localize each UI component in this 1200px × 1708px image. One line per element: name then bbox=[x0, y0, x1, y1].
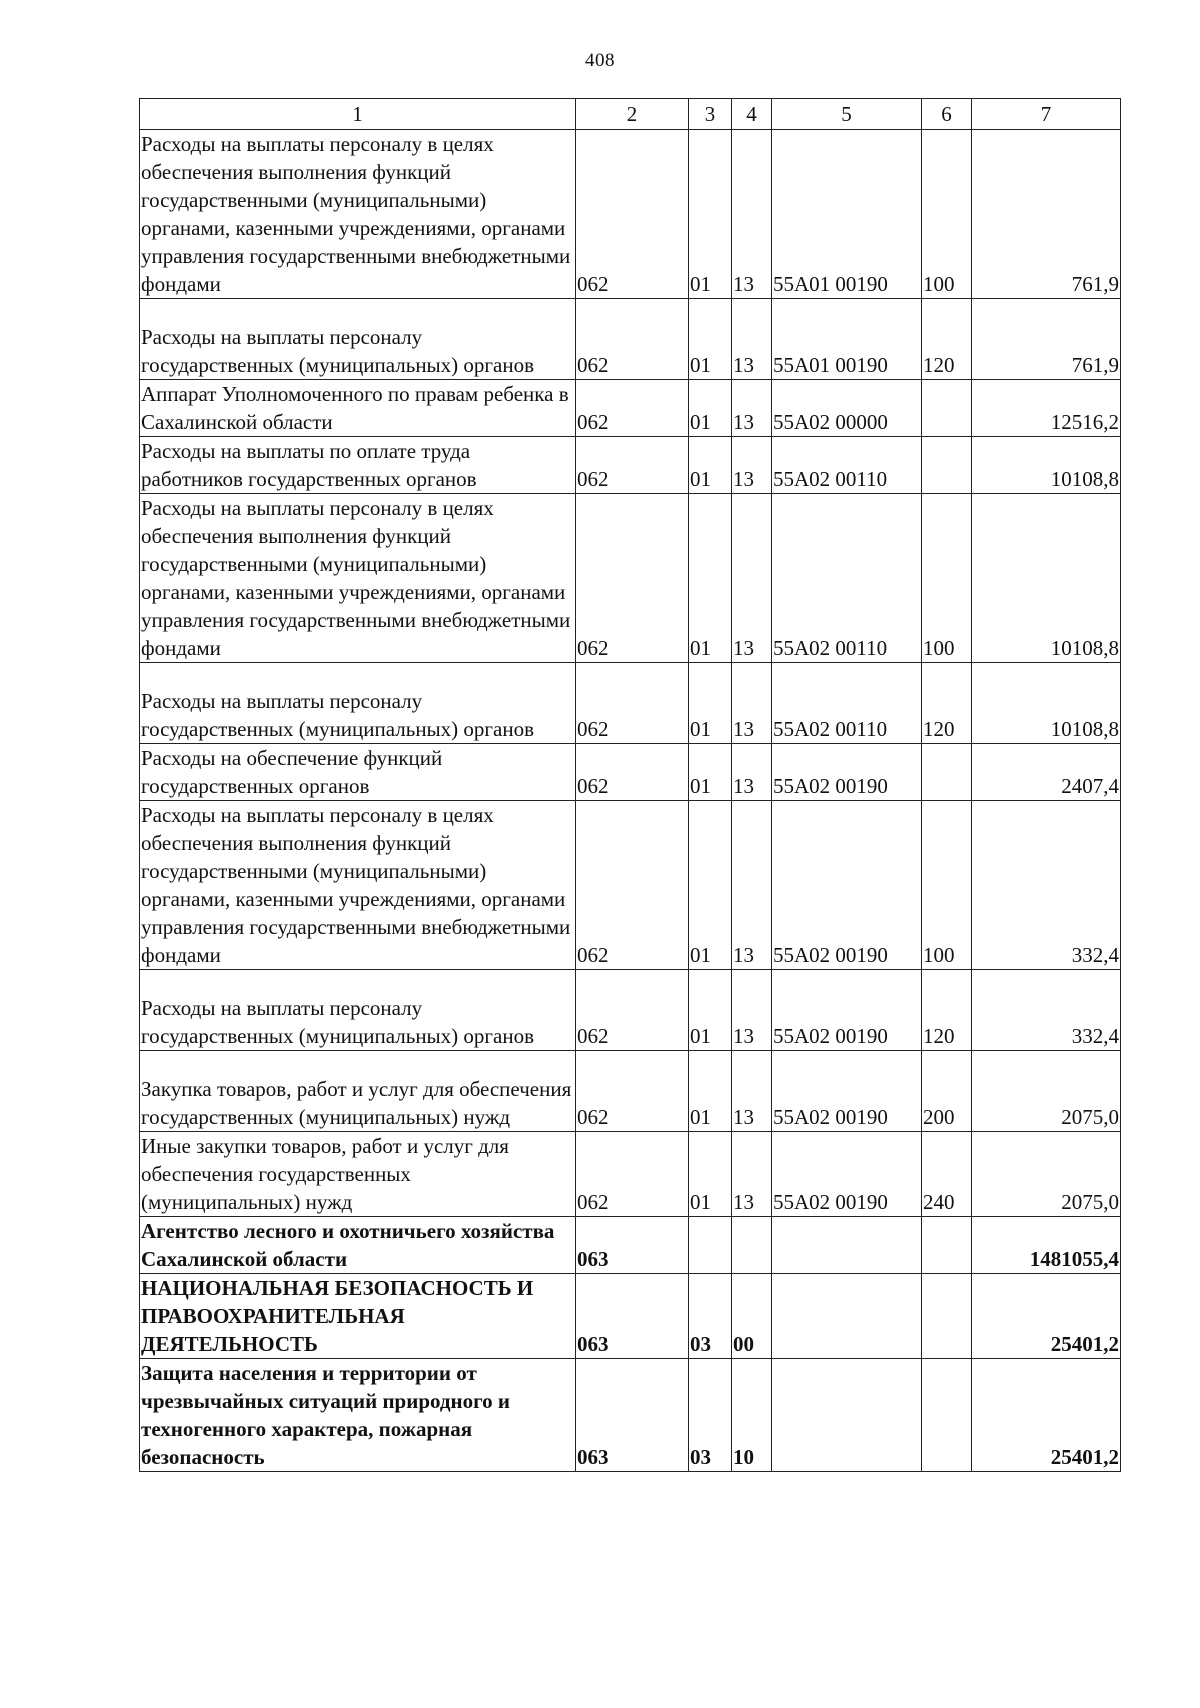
table-row bbox=[140, 970, 1121, 1051]
cell-admin-code: 063 bbox=[576, 1217, 689, 1274]
row-name: Расходы на обеспечение функций государственных органов bbox=[140, 744, 576, 801]
cell-target-article bbox=[772, 1217, 922, 1274]
cell-section: 01 bbox=[689, 130, 732, 299]
cell-target-article: 55А02 00190 bbox=[772, 970, 922, 1051]
row-name: Агентство лесного и охотничьего хозяйства Сахалинской области bbox=[140, 1217, 576, 1274]
cell-section: 01 bbox=[689, 437, 732, 494]
cell-expense-type: 120 bbox=[922, 663, 972, 744]
cell-subsection: 13 bbox=[732, 437, 772, 494]
cell-target-article: 55А01 00190 bbox=[772, 299, 922, 380]
cell-amount: 12516,2 bbox=[972, 380, 1121, 437]
header-col-7: 7 bbox=[972, 99, 1121, 130]
cell-subsection: 13 bbox=[732, 970, 772, 1051]
cell-admin-code: 062 bbox=[576, 663, 689, 744]
cell-subsection: 13 bbox=[732, 744, 772, 801]
table-row bbox=[140, 1274, 1121, 1359]
cell-amount: 10108,8 bbox=[972, 494, 1121, 663]
cell-target-article: 55А02 00110 bbox=[772, 494, 922, 663]
row-name: Расходы на выплаты персоналу в целях обеспечения выполнения функций государственными (муниципальными) органами, казенными учреждениями, органами управления государственными внебюджетными фондами bbox=[140, 130, 576, 299]
row-name: Аппарат Уполномоченного по правам ребенка в Сахалинской области bbox=[140, 380, 576, 437]
row-name: Закупка товаров, работ и услуг для обеспечения государственных (муниципальных) нужд bbox=[140, 1051, 576, 1132]
row-name: Расходы на выплаты по оплате труда работников государственных органов bbox=[140, 437, 576, 494]
cell-amount: 10108,8 bbox=[972, 663, 1121, 744]
cell-amount: 332,4 bbox=[972, 970, 1121, 1051]
cell-subsection: 13 bbox=[732, 801, 772, 970]
cell-section: 01 bbox=[689, 801, 732, 970]
cell-admin-code: 063 bbox=[576, 1274, 689, 1359]
cell-amount: 1481055,4 bbox=[972, 1217, 1121, 1274]
row-name: Расходы на выплаты персоналу государственных (муниципальных) органов bbox=[140, 299, 576, 380]
cell-admin-code: 062 bbox=[576, 380, 689, 437]
cell-target-article bbox=[772, 1359, 922, 1472]
cell-amount: 2407,4 bbox=[972, 744, 1121, 801]
table-row bbox=[140, 744, 1121, 801]
cell-target-article: 55А02 00110 bbox=[772, 663, 922, 744]
row-name: Расходы на выплаты персоналу государственных (муниципальных) органов bbox=[140, 663, 576, 744]
table-row bbox=[140, 130, 1121, 299]
cell-amount: 2075,0 bbox=[972, 1051, 1121, 1132]
cell-admin-code: 062 bbox=[576, 801, 689, 970]
cell-admin-code: 062 bbox=[576, 437, 689, 494]
cell-target-article: 55А02 00190 bbox=[772, 801, 922, 970]
cell-amount: 25401,2 bbox=[972, 1274, 1121, 1359]
cell-expense-type: 120 bbox=[922, 970, 972, 1051]
cell-amount: 761,9 bbox=[972, 299, 1121, 380]
cell-subsection bbox=[732, 1217, 772, 1274]
table-row bbox=[140, 801, 1121, 970]
cell-subsection: 13 bbox=[732, 130, 772, 299]
cell-expense-type: 240 bbox=[922, 1132, 972, 1217]
cell-section: 03 bbox=[689, 1274, 732, 1359]
cell-section: 03 bbox=[689, 1359, 732, 1472]
header-col-5: 5 bbox=[772, 99, 922, 130]
header-col-2: 2 bbox=[576, 99, 689, 130]
cell-section: 01 bbox=[689, 970, 732, 1051]
table-body bbox=[140, 130, 1121, 1472]
cell-section: 01 bbox=[689, 380, 732, 437]
cell-expense-type bbox=[922, 380, 972, 437]
row-name: Расходы на выплаты персоналу государственных (муниципальных) органов bbox=[140, 970, 576, 1051]
cell-expense-type: 100 bbox=[922, 494, 972, 663]
header-col-3: 3 bbox=[689, 99, 732, 130]
cell-subsection: 00 bbox=[732, 1274, 772, 1359]
header-col-4: 4 bbox=[732, 99, 772, 130]
cell-admin-code: 063 bbox=[576, 1359, 689, 1472]
cell-section bbox=[689, 1217, 732, 1274]
table-row bbox=[140, 1359, 1121, 1472]
table-row bbox=[140, 299, 1121, 380]
cell-subsection: 13 bbox=[732, 380, 772, 437]
header-col-1: 1 bbox=[140, 99, 576, 130]
cell-expense-type: 200 bbox=[922, 1051, 972, 1132]
row-name: Защита населения и территории от чрезвычайных ситуаций природного и техногенного характера, пожарная безопасность bbox=[140, 1359, 576, 1472]
header-row bbox=[140, 99, 1121, 130]
cell-subsection: 10 bbox=[732, 1359, 772, 1472]
cell-amount: 761,9 bbox=[972, 130, 1121, 299]
cell-expense-type bbox=[922, 1274, 972, 1359]
page-number: 408 bbox=[585, 50, 615, 71]
cell-target-article: 55А01 00190 bbox=[772, 130, 922, 299]
cell-section: 01 bbox=[689, 1132, 732, 1217]
cell-expense-type: 100 bbox=[922, 130, 972, 299]
table-row bbox=[140, 494, 1121, 663]
row-name: НАЦИОНАЛЬНАЯ БЕЗОПАСНОСТЬ И ПРАВООХРАНИТЕЛЬНАЯ ДЕЯТЕЛЬНОСТЬ bbox=[140, 1274, 576, 1359]
row-name: Иные закупки товаров, работ и услуг для обеспечения государственных (муниципальных) нужд bbox=[140, 1132, 576, 1217]
cell-subsection: 13 bbox=[732, 663, 772, 744]
cell-admin-code: 062 bbox=[576, 299, 689, 380]
cell-expense-type: 120 bbox=[922, 299, 972, 380]
cell-expense-type bbox=[922, 1217, 972, 1274]
cell-subsection: 13 bbox=[732, 494, 772, 663]
cell-target-article: 55А02 00190 bbox=[772, 1132, 922, 1217]
cell-admin-code: 062 bbox=[576, 130, 689, 299]
cell-admin-code: 062 bbox=[576, 494, 689, 663]
cell-target-article bbox=[772, 1274, 922, 1359]
cell-admin-code: 062 bbox=[576, 970, 689, 1051]
cell-section: 01 bbox=[689, 299, 732, 380]
cell-target-article: 55А02 00190 bbox=[772, 744, 922, 801]
cell-amount: 2075,0 bbox=[972, 1132, 1121, 1217]
row-name: Расходы на выплаты персоналу в целях обеспечения выполнения функций государственными (муниципальными) органами, казенными учреждениями, органами управления государственными внебюджетными фондами bbox=[140, 494, 576, 663]
table-row bbox=[140, 437, 1121, 494]
cell-target-article: 55А02 00190 bbox=[772, 1051, 922, 1132]
table-row bbox=[140, 663, 1121, 744]
cell-admin-code: 062 bbox=[576, 1051, 689, 1132]
table-row bbox=[140, 1132, 1121, 1217]
cell-expense-type bbox=[922, 744, 972, 801]
table-row bbox=[140, 1217, 1121, 1274]
cell-section: 01 bbox=[689, 494, 732, 663]
cell-expense-type bbox=[922, 1359, 972, 1472]
cell-section: 01 bbox=[689, 663, 732, 744]
cell-admin-code: 062 bbox=[576, 744, 689, 801]
table-row bbox=[140, 1051, 1121, 1132]
cell-subsection: 13 bbox=[732, 1132, 772, 1217]
cell-target-article: 55А02 00000 bbox=[772, 380, 922, 437]
cell-amount: 332,4 bbox=[972, 801, 1121, 970]
cell-section: 01 bbox=[689, 1051, 732, 1132]
cell-subsection: 13 bbox=[732, 299, 772, 380]
cell-amount: 10108,8 bbox=[972, 437, 1121, 494]
cell-admin-code: 062 bbox=[576, 1132, 689, 1217]
cell-expense-type: 100 bbox=[922, 801, 972, 970]
header-col-6: 6 bbox=[922, 99, 972, 130]
cell-target-article: 55А02 00110 bbox=[772, 437, 922, 494]
row-name: Расходы на выплаты персоналу в целях обеспечения выполнения функций государственными (муниципальными) органами, казенными учреждениями, органами управления государственными внебюджетными фондами bbox=[140, 801, 576, 970]
cell-section: 01 bbox=[689, 744, 732, 801]
table-row bbox=[140, 380, 1121, 437]
cell-amount: 25401,2 bbox=[972, 1359, 1121, 1472]
cell-subsection: 13 bbox=[732, 1051, 772, 1132]
budget-table bbox=[139, 98, 1121, 1472]
cell-expense-type bbox=[922, 437, 972, 494]
